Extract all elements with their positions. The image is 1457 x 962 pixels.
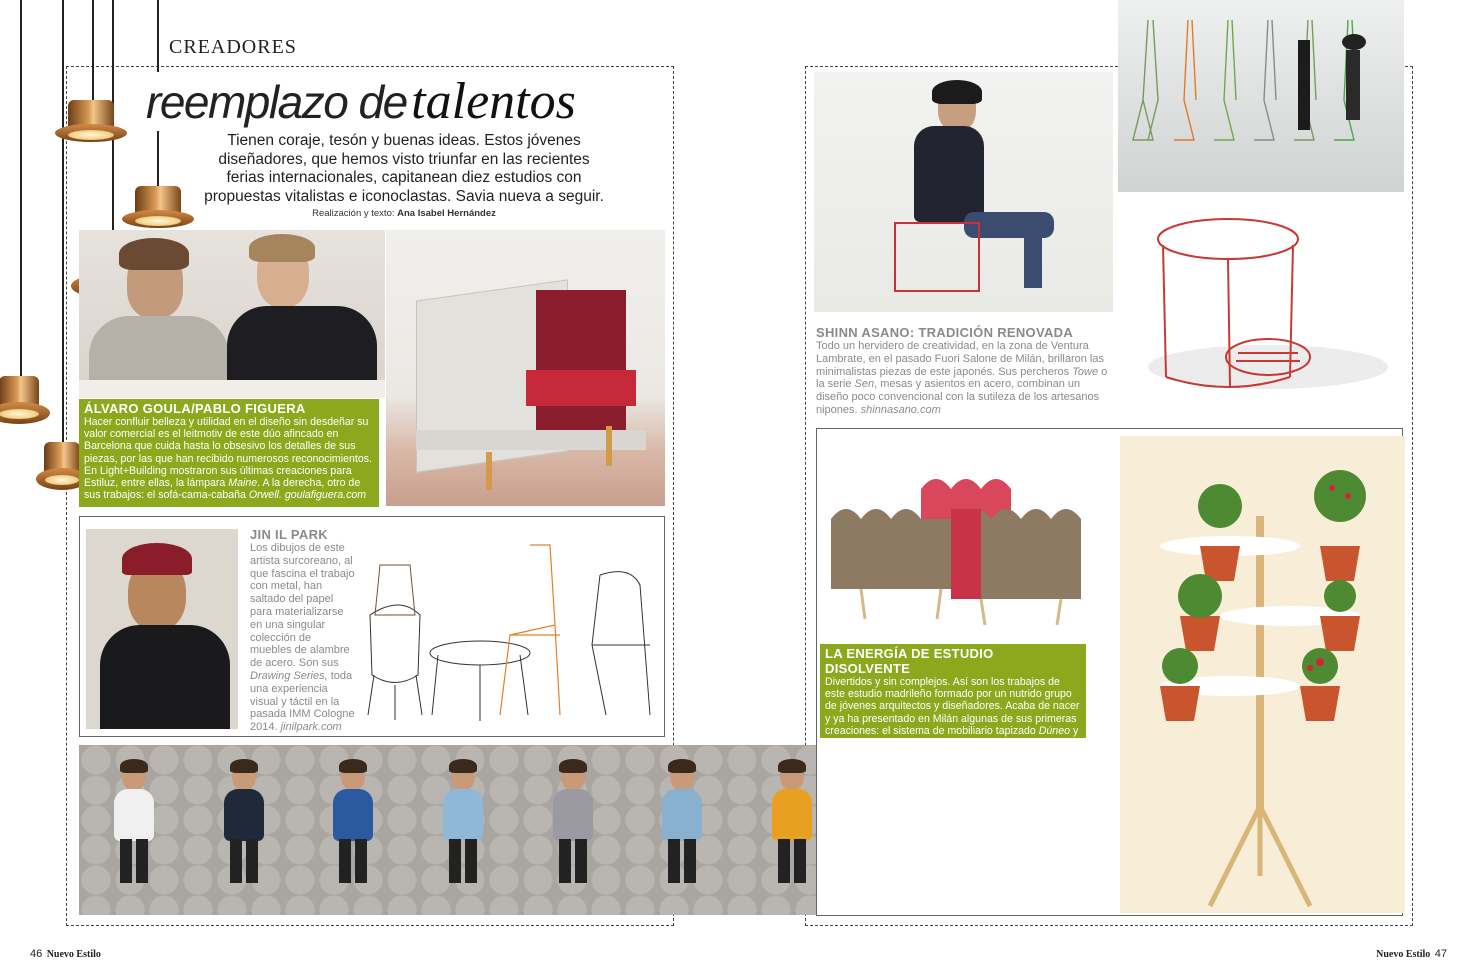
shinn-asano-body: Todo un hervidero de creatividad, en la zona de Ventura Lambrate, en el pasado Fuori Salone de Milán, brillaron las minimalistas piezas de este japonés. Sus percheros Towe o la serie Sen, mesas y asientos en acero, combinan un diseño poco convencional con la sutileza de los artesanos nipones. shinnasano.com <box>816 340 1108 416</box>
duneo-sofa-photo <box>821 449 1111 629</box>
towe-coat-racks-photo <box>1118 0 1404 192</box>
goula-figuera-caption <box>79 399 379 507</box>
shinn-asano-title: SHINN ASANO: TRADICIÓN RENOVADA <box>816 325 1074 340</box>
sen-table-photo <box>1118 197 1404 401</box>
section-label: CREADORES <box>165 36 301 59</box>
jinilpark-portrait-photo <box>86 529 238 729</box>
jinilpark-caption <box>250 527 355 734</box>
team-member <box>104 745 164 915</box>
headline-light: reemplazo de <box>146 76 407 128</box>
team-member <box>652 745 712 915</box>
shinn-asano-caption <box>816 325 1114 417</box>
disolvente-caption <box>820 644 1086 750</box>
page-number-left: 46 <box>30 948 43 960</box>
goula-figuera-body: Hacer confluir belleza y utilidad en el diseño sin desdeñar su valor comercial es el leitmotiv de este dúo afincado en Barcelona que cuida hasta lo obsesivo los detalles de sus piezas, por las que han recibido numerosos reconocimientos. En Light+Building mostraron sus últimas creaciones para Estiluz, entre ellas, la lámpara Maine. A la derecha, otro de sus trabajos: el sofá-cama-cabaña Orwell. goulafiguera.com <box>84 416 372 502</box>
footer-right <box>1376 944 1447 962</box>
orwell-sofa-photo <box>386 230 665 506</box>
disolvente-body: Divertidos y sin complejos. Así son los trabajos de este estudio madrileño formado por un nutrido grupo de jóvenes arquitectos y diseñadores. Acaba de nacer y ya ha presentado en Milán algunas de sus primeras creaciones: el sistema de mobiliario tapizado Dúneo y el macetero Trees 60. estudiodisolvente.com <box>825 676 1080 750</box>
disolvente-title: LA ENERGÍA DE ESTUDIO DISOLVENTE <box>825 646 994 676</box>
page-number-right: 47 <box>1434 948 1447 960</box>
credit-label: Realización y texto: <box>312 208 395 219</box>
headline <box>140 72 582 131</box>
footer-left <box>30 944 101 962</box>
goula-figuera-portrait-photo <box>79 230 385 398</box>
team-member <box>762 745 822 915</box>
intro-paragraph: Tienen coraje, tesón y buenas ideas. Estos jóvenes diseñadores, que hemos visto triunfar en las recientes ferias internacionales, capitanean diez estudios con propuestas vitalistas e iconoclastas. Savia nueva a seguir. <box>204 132 604 205</box>
magazine-name-right: Nuevo Estilo <box>1376 949 1431 960</box>
goula-figuera-title: ÁLVARO GOULA/PABLO FIGUERA <box>84 401 306 416</box>
magazine-name-left: Nuevo Estilo <box>46 949 101 960</box>
jinilpark-box <box>79 516 665 737</box>
shinn-asano-portrait-photo <box>814 72 1113 312</box>
jinilpark-body: Los dibujos de este artista surcoreano, al que fascina el trabajo con metal, han saltado del papel para materializarse en una singular colección de muebles de alambre de acero. Son sus Drawing Series, toda una experiencia visual y táctil en la pasada IMM Cologne 2014. jinilpark.com <box>250 542 355 734</box>
credit-name: Ana Isabel Hernández <box>397 208 496 219</box>
team-member <box>543 745 603 915</box>
team-member <box>323 745 383 915</box>
drawing-series-photo <box>360 525 660 731</box>
jinilpark-title: JIN IL PARK <box>250 527 328 542</box>
team-member <box>433 745 493 915</box>
team-member <box>214 745 274 915</box>
credit-line <box>200 208 608 219</box>
trees-60-planter-photo <box>1120 436 1405 913</box>
headline-bold: talentos <box>411 73 576 130</box>
